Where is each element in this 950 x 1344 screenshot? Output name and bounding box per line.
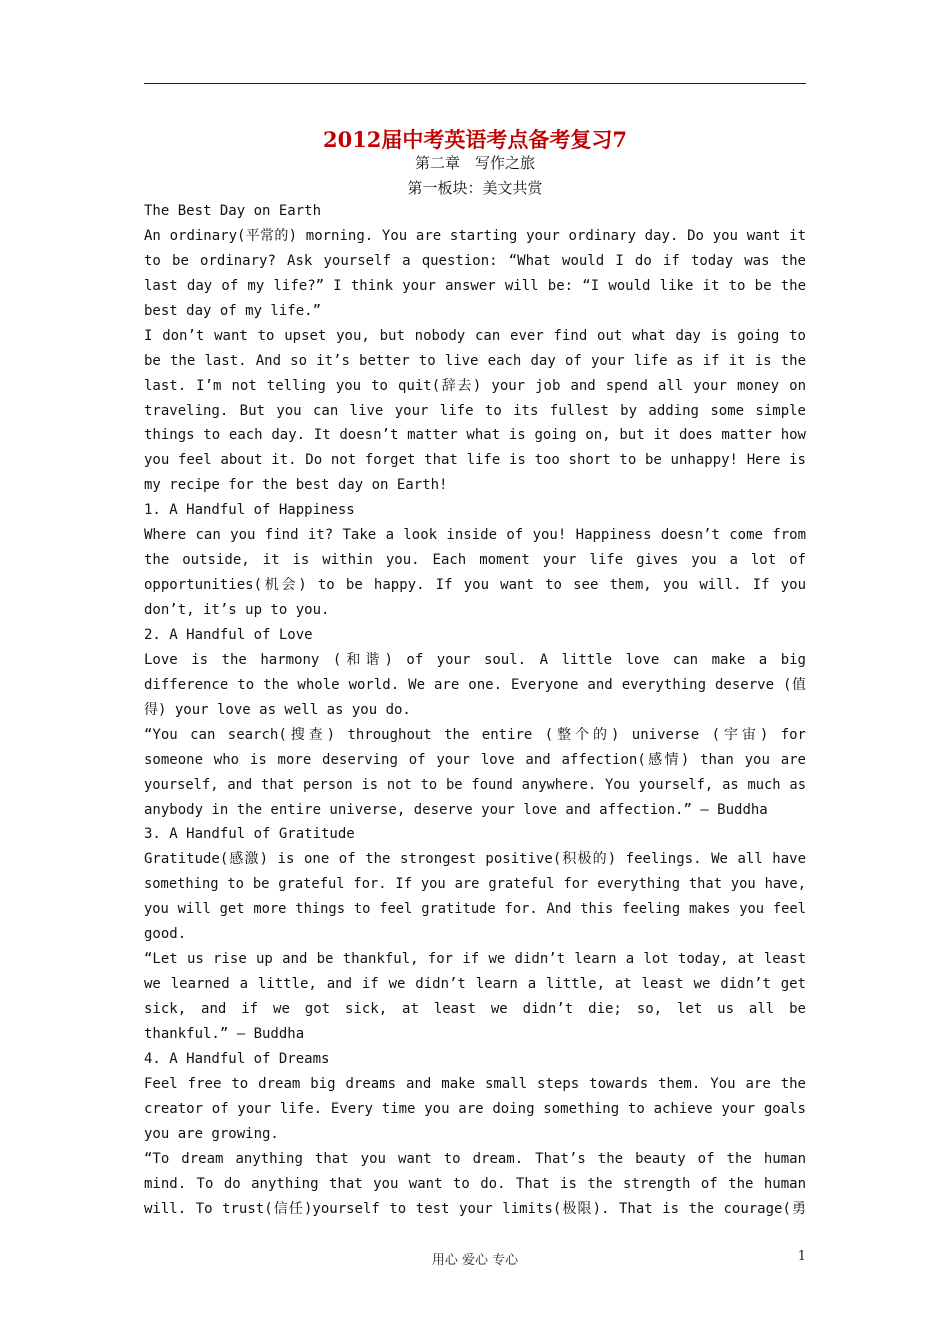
- body-line: my recipe for the best day on Earth!: [144, 477, 448, 494]
- chapter-heading: 第二章 写作之旅: [414, 154, 535, 172]
- header-rule: [144, 83, 806, 84]
- document-title: 2012届中考英语考点备考复习7: [322, 127, 628, 152]
- body-line: something to be grateful for. If you are grateful for everything that you have,: [144, 876, 806, 893]
- body-line: “To dream anything that you want to dream. That’s the beauty of the human: [144, 1150, 806, 1167]
- body-line: anybody in the entire universe, deserve your love and affection.” — Buddha: [144, 801, 768, 818]
- body-line: Feel free to dream big dreams and make small steps towards them. You are the: [144, 1075, 806, 1092]
- body-line: 4. A Handful of Dreams: [144, 1050, 330, 1067]
- section-heading: 第一板块：美文共赏: [407, 179, 543, 197]
- page-number: 1: [797, 1249, 806, 1264]
- body-line: 1. A Handful of Happiness: [144, 502, 355, 519]
- body-line: best day of my life.”: [144, 302, 322, 319]
- footer-motto: 用心 爱心 专心: [431, 1253, 519, 1268]
- body-line: Gratitude(感激) is one of the strongest positive(积极的) feelings. We all have: [144, 851, 806, 868]
- body-line: things to each day. It doesn’t matter what is going on, but it does matter how: [144, 427, 806, 444]
- body-line: last. I’m not telling you to quit(辞去) your job and spend all your money on: [144, 377, 806, 394]
- body-line: “Let us rise up and be thankful, for if we didn’t learn a lot today, at least: [144, 951, 806, 968]
- body-line: we learned a little, and if we didn’t learn a little, at least we didn’t get: [144, 976, 806, 993]
- body-line: difference to the whole world. We are one. Everyone and everything deserve (值: [144, 676, 806, 693]
- body-line: creator of your life. Every time you are doing something to achieve your goals: [144, 1100, 806, 1117]
- body-line: traveling. But you can live your life to its fullest by adding some simple: [144, 402, 806, 419]
- body-line: mind. To do anything that you want to do. That is the strength of the human: [144, 1175, 806, 1192]
- body-line: don’t, it’s up to you.: [144, 602, 330, 618]
- body-line: you feel about it. Do not forget that life is too short to be unhappy! Here is: [144, 452, 806, 469]
- body-line: to be ordinary? Ask yourself a question: “What would I do if today was the: [144, 252, 806, 269]
- body-line: Love is the harmony (和谐) of your soul. A little love can make a big: [144, 651, 806, 668]
- body-line: last day of my life?” I think your answer will be: “I would like it to be the: [144, 277, 806, 294]
- body-line: 2. A Handful of Love: [144, 626, 313, 643]
- body-line: sick, and if we got sick, at least we didn’t die; so, let us all be: [144, 1001, 806, 1017]
- body-line: you will get more things to feel gratitude for. And this feeling makes you feel: [144, 901, 806, 918]
- body-line: you are growing.: [144, 1125, 279, 1142]
- body-line: “You can search(搜查) throughout the entire (整个的) universe (宇宙) for: [144, 726, 806, 743]
- body-line: Where can you find it? Take a look inside of you! Happiness doesn’t come from: [144, 527, 806, 544]
- body-line: The Best Day on Earth: [144, 203, 322, 219]
- body-line: be the last. And so it’s better to live each day of your life as if it is the: [144, 352, 806, 369]
- body-line: 得) your love as well as you do.: [144, 701, 411, 718]
- body-line: thankful.” — Buddha: [144, 1025, 305, 1042]
- body-line: someone who is more deserving of your love and affection(感情) than you are: [144, 751, 806, 768]
- body-line: the outside, it is within you. Each moment your life gives you a lot of: [144, 552, 806, 569]
- body-line: will. To trust(信任)yourself to test your limits(极限). That is the courage(勇: [144, 1200, 806, 1217]
- body-line: opportunities(机会) to be happy. If you want to see them, you will. If you: [144, 577, 806, 594]
- body-line: An ordinary(平常的) morning. You are starting your ordinary day. Do you want it: [144, 227, 806, 244]
- body-line: 3. A Handful of Gratitude: [144, 826, 355, 843]
- body-line: yourself, and that person is not to be found anywhere. You yourself, as much as: [144, 776, 806, 793]
- body-line: I don’t want to upset you, but nobody can ever find out what day is going to: [144, 327, 806, 344]
- body-line: good.: [144, 926, 187, 943]
- article-body: [144, 199, 806, 1221]
